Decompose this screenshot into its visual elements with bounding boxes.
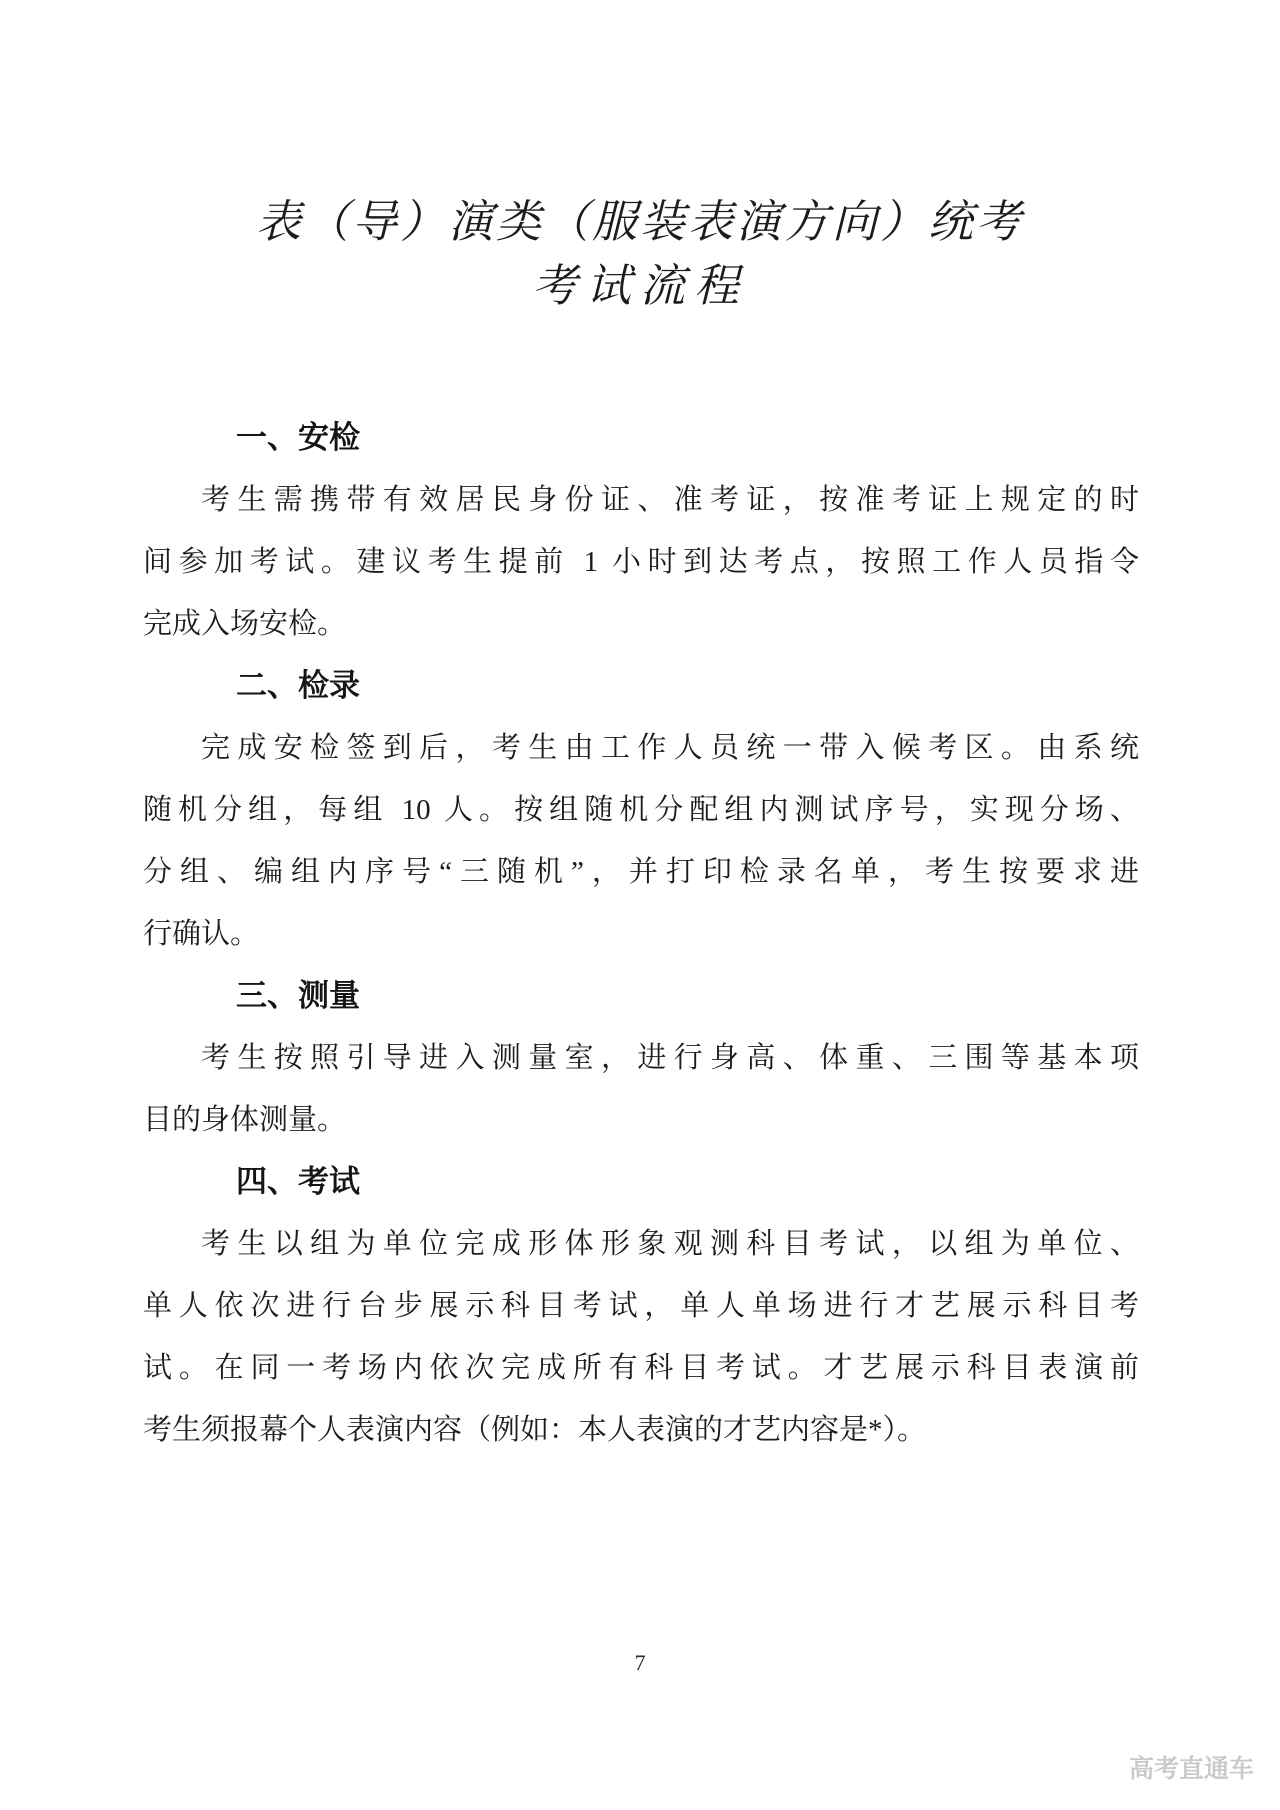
- paragraph-line: 行确认。: [143, 918, 260, 950]
- paragraph-line: 考生须报幕个人表演内容（例如：本人表演的才艺内容是*）。: [143, 1414, 927, 1446]
- paragraph-line: 随机分组，每组 10 人。按组随机分配组内测试序号，实现分场、: [143, 794, 1139, 826]
- section-heading-check-in: 二、检录: [236, 668, 360, 703]
- paragraph-line: 分组、编组内序号“三随机”，并打印检录名单，考生按要求进: [143, 856, 1139, 888]
- paragraph-line: 单人依次进行台步展示科目考试，单人单场进行才艺展示科目考: [143, 1290, 1139, 1322]
- paragraph-line: 完成入场安检。: [143, 608, 347, 640]
- document-body: [0, 407, 1280, 1461]
- section-heading-exam: 四、考试: [236, 1164, 360, 1199]
- document-title-line1: 表（导）演类（服装表演方向）统考: [255, 195, 1024, 248]
- document-title-line2: 考试流程: [531, 259, 748, 312]
- watermark: 高考直通车: [1128, 1755, 1254, 1783]
- page-number: 7: [634, 1650, 646, 1675]
- paragraph-line: 考生按照引导进入测量室，进行身高、体重、三围等基本项: [201, 1042, 1139, 1074]
- section-heading-security-check: 一、安检: [236, 420, 360, 455]
- paragraph-line: 间参加考试。建议考生提前 1 小时到达考点，按照工作人员指令: [143, 546, 1139, 578]
- paragraph-line: 考生以组为单位完成形体形象观测科目考试，以组为单位、: [201, 1228, 1139, 1260]
- paragraph-line: 考生需携带有效居民身份证、准考证，按准考证上规定的时: [201, 484, 1139, 516]
- paragraph-line: 完成安检签到后，考生由工作人员统一带入候考区。由系统: [201, 732, 1139, 764]
- document-title: [0, 0, 1280, 318]
- paragraph-line: 目的身体测量。: [143, 1104, 347, 1136]
- paragraph-line: 试。在同一考场内依次完成所有科目考试。才艺展示科目表演前: [143, 1352, 1139, 1384]
- section-heading-measurement: 三、测量: [236, 978, 360, 1013]
